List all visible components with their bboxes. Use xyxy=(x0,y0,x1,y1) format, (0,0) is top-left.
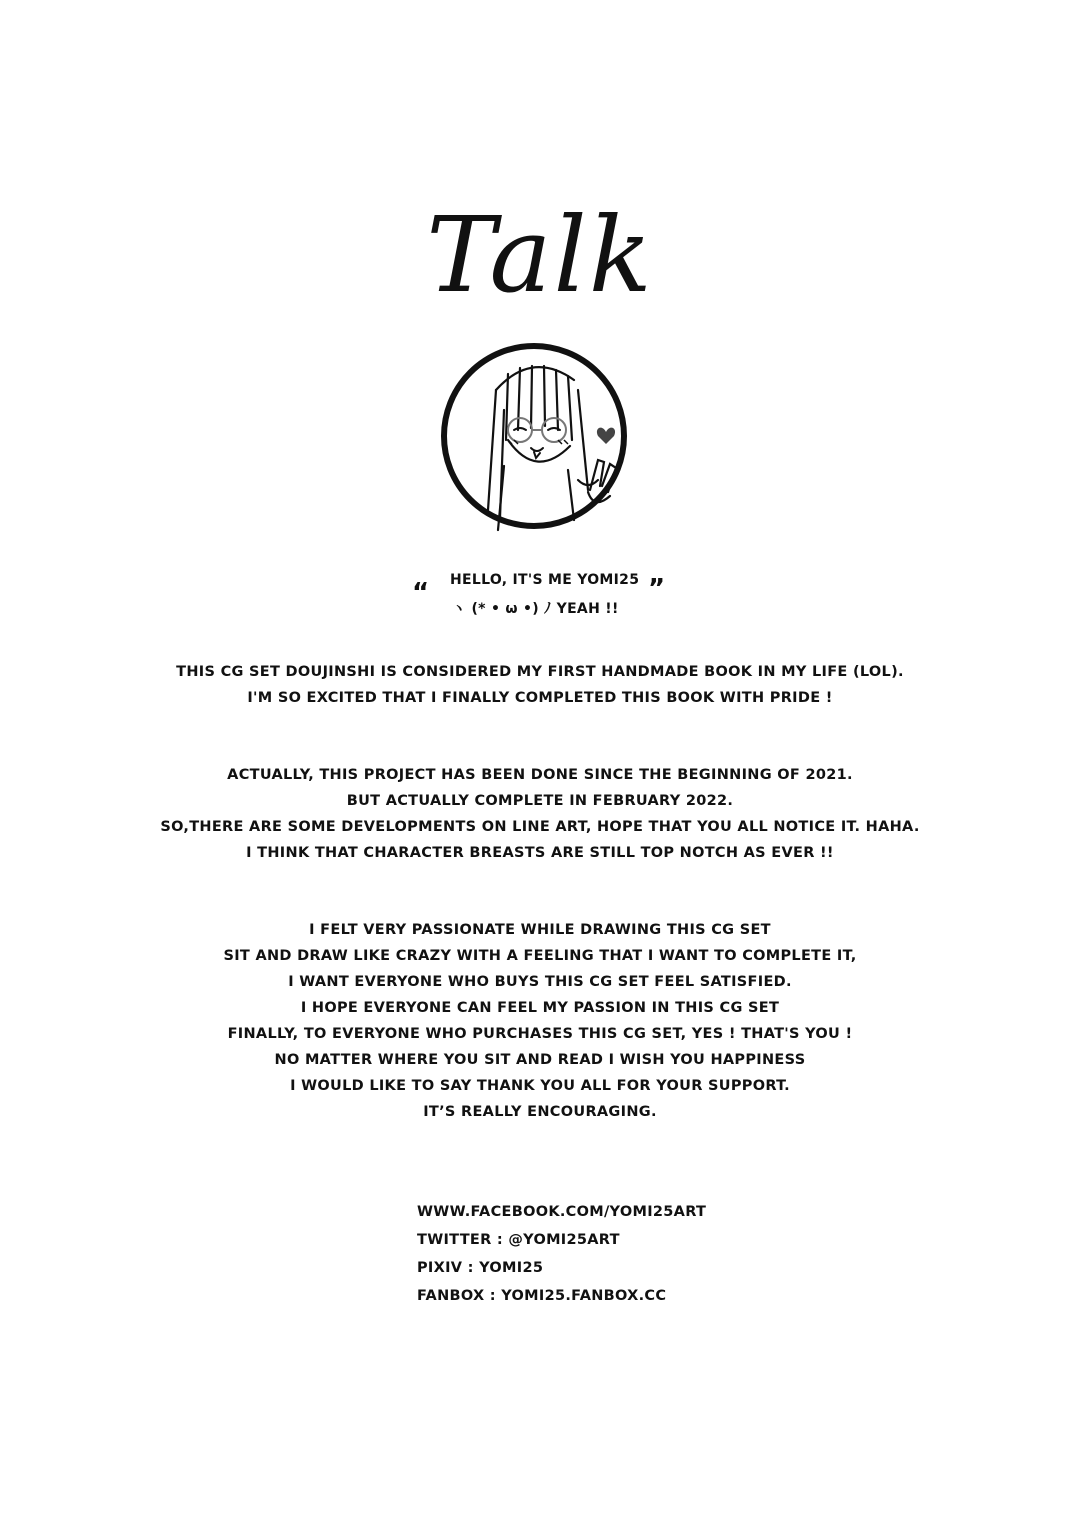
text-line: I'M SO EXCITED THAT I FINALLY COMPLETED THIS BOOK WITH PRIDE ! xyxy=(247,690,833,706)
text-line: SIT AND DRAW LIKE CRAZY WITH A FEELING THAT I WANT TO COMPLETE IT, xyxy=(223,948,857,964)
pixiv-handle: PIXIV : YOMI25 xyxy=(417,1260,544,1276)
close-quote-mark: ” xyxy=(648,574,666,604)
open-quote-mark: “ xyxy=(412,578,430,608)
text-line: THIS CG SET DOUJINSHI IS CONSIDERED MY FIRST HANDMADE BOOK IN MY LIFE (LOL). xyxy=(176,664,904,680)
text-line: BUT ACTUALLY COMPLETE IN FEBRUARY 2022. xyxy=(346,793,734,809)
paragraph-project xyxy=(0,762,1080,866)
facebook-link: WWW.FACEBOOK.COM/YOMI25ART xyxy=(417,1204,707,1220)
greeting-line-1: HELLO, IT'S ME YOMI25 xyxy=(450,572,640,588)
social-links xyxy=(417,1202,817,1314)
paragraph-intro xyxy=(0,659,1080,711)
text-line: IT’S REALLY ENCOURAGING. xyxy=(423,1104,657,1120)
greeting xyxy=(400,568,680,624)
text-line: I THINK THAT CHARACTER BREASTS ARE STILL TOP NOTCH AS EVER !! xyxy=(246,845,834,861)
text-line: SO,THERE ARE SOME DEVELOPMENTS ON LINE ART, HOPE THAT YOU ALL NOTICE IT. HAHA. xyxy=(160,819,920,835)
text-line: ACTUALLY, THIS PROJECT HAS BEEN DONE SINCE THE BEGINNING OF 2021. xyxy=(227,767,853,783)
avatar xyxy=(438,340,630,532)
text-line: FINALLY, TO EVERYONE WHO PURCHASES THIS CG SET, YES ! THAT'S YOU ! xyxy=(227,1026,853,1042)
text-line: I FELT VERY PASSIONATE WHILE DRAWING THIS CG SET xyxy=(309,922,771,938)
fanbox-link: FANBOX : YOMI25.FANBOX.CC xyxy=(417,1288,667,1304)
twitter-handle: TWITTER : @YOMI25ART xyxy=(417,1232,620,1248)
text-line: I WANT EVERYONE WHO BUYS THIS CG SET FEEL SATISFIED. xyxy=(288,974,792,990)
text-line: NO MATTER WHERE YOU SIT AND READ I WISH YOU HAPPINESS xyxy=(274,1052,806,1068)
page-title: Talk xyxy=(426,194,654,316)
text-line: I WOULD LIKE TO SAY THANK YOU ALL FOR YOUR SUPPORT. xyxy=(290,1078,790,1094)
greeting-line-2: ヽ (* • ω •) ﾉ YEAH !! xyxy=(452,601,619,617)
paragraph-thanks xyxy=(0,917,1080,1125)
text-line: I HOPE EVERYONE CAN FEEL MY PASSION IN THIS CG SET xyxy=(300,1000,780,1016)
